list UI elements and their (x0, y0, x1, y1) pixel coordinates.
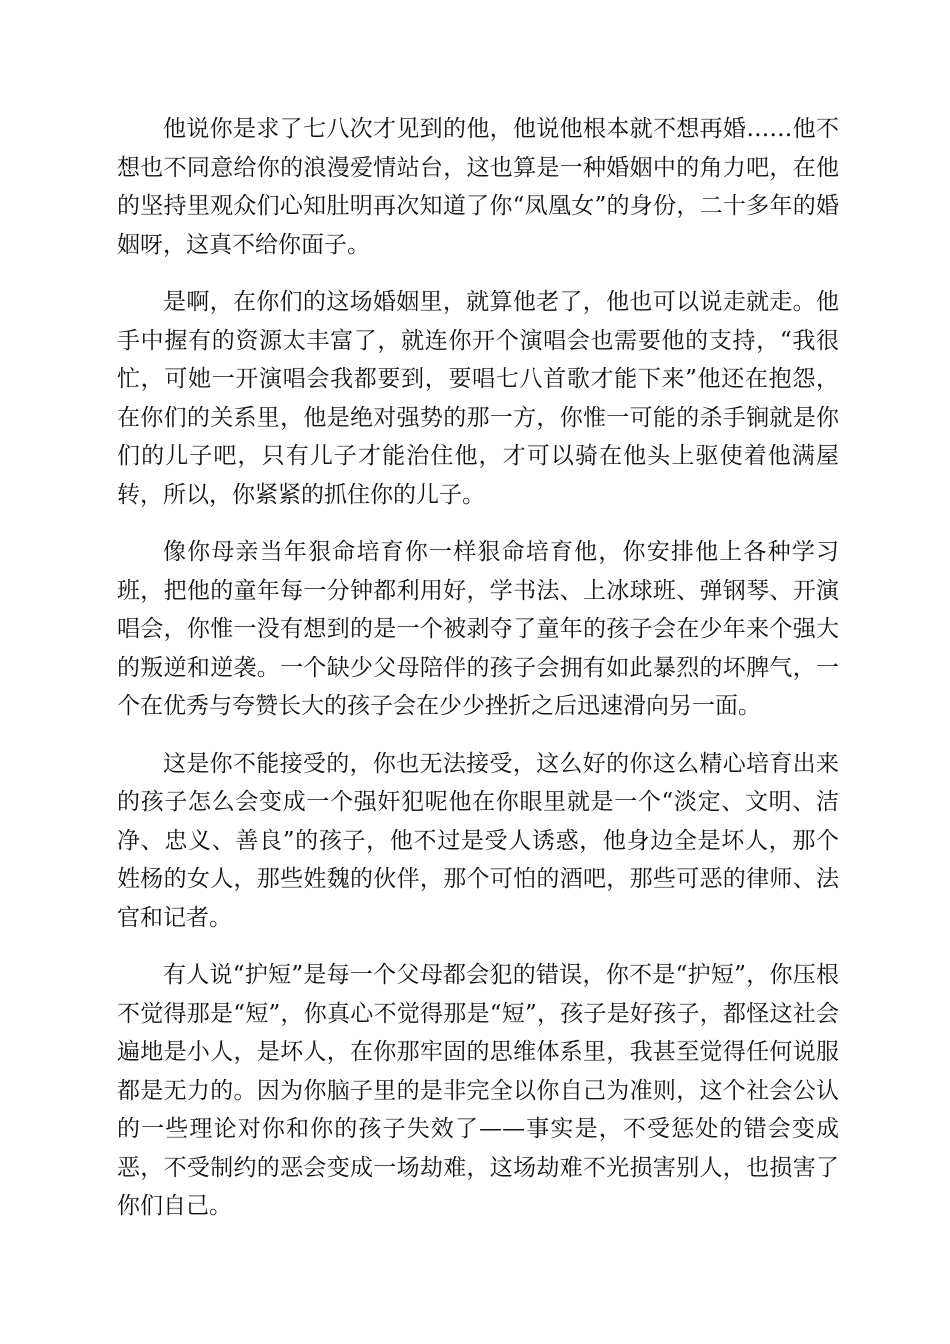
document-body (117, 110, 839, 1245)
paragraph-1: 他说你是求了七八次才见到的他，他说他根本就不想再婚……他不想也不同意给你的浪漫爱情站台，这也算是一种婚姻中的角力吧，在他的坚持里观众们心知肚明再次知道了你“凤凰女”的身份，二十多年的婚姻呀，这真不给你面子。 (117, 116, 839, 258)
paragraph-3: 像你母亲当年狠命培育你一样狠命培育他，你安排他上各种学习班，把他的童年每一分钟都利用好，学书法、上冰球班、弹钢琴、开演唱会，你惟一没有想到的是一个被剥夺了童年的孩子会在少年来个强大的叛逆和逆袭。一个缺少父母陪伴的孩子会拥有如此暴烈的坏脾气，一个在优秀与夸赞长大的孩子会在少少挫折之后迅速滑向另一面。 (117, 539, 839, 719)
paragraph-5: 有人说“护短”是每一个父母都会犯的错误，你不是“护短”，你压根不觉得那是“短”，你真心不觉得那是“短”，孩子是好孩子，都怪这社会遍地是小人，是坏人，在你那牢固的思维体系里，我甚至觉得任何说服都是无力的。因为你脑子里的是非完全以你自己为准则，这个社会公认的一些理论对你和你的孩子失效了——事实是，不受惩处的错会变成恶，不受制约的恶会变成一场劫难，这场劫难不光损害别人，也损害了你们自己。 (117, 962, 839, 1219)
paragraph-2: 是啊，在你们的这场婚姻里，就算他老了，他也可以说走就走。他手中握有的资源太丰富了，就连你开个演唱会也需要他的支持，“我很忙，可她一开演唱会我都要到，要唱七八首歌才能下来”他还在抱怨，在你们的关系里，他是绝对强势的那一方，你惟一可能的杀手锏就是你们的儿子吧，只有儿子才能治住他，才可以骑在他头上驱使着他满屋转，所以，你紧紧的抓住你的儿子。 (117, 289, 839, 508)
paragraph-4: 这是你不能接受的，你也无法接受，这么好的你这么精心培育出来的孩子怎么会变成一个强奸犯呢他在你眼里就是一个“淡定、文明、洁净、忠义、善良”的孩子，他不过是受人诱惑，他身边全是坏人，那个姓杨的女人，那些姓魏的伙伴，那个可怕的酒吧，那些可恶的律师、法官和记者。 (117, 750, 839, 931)
